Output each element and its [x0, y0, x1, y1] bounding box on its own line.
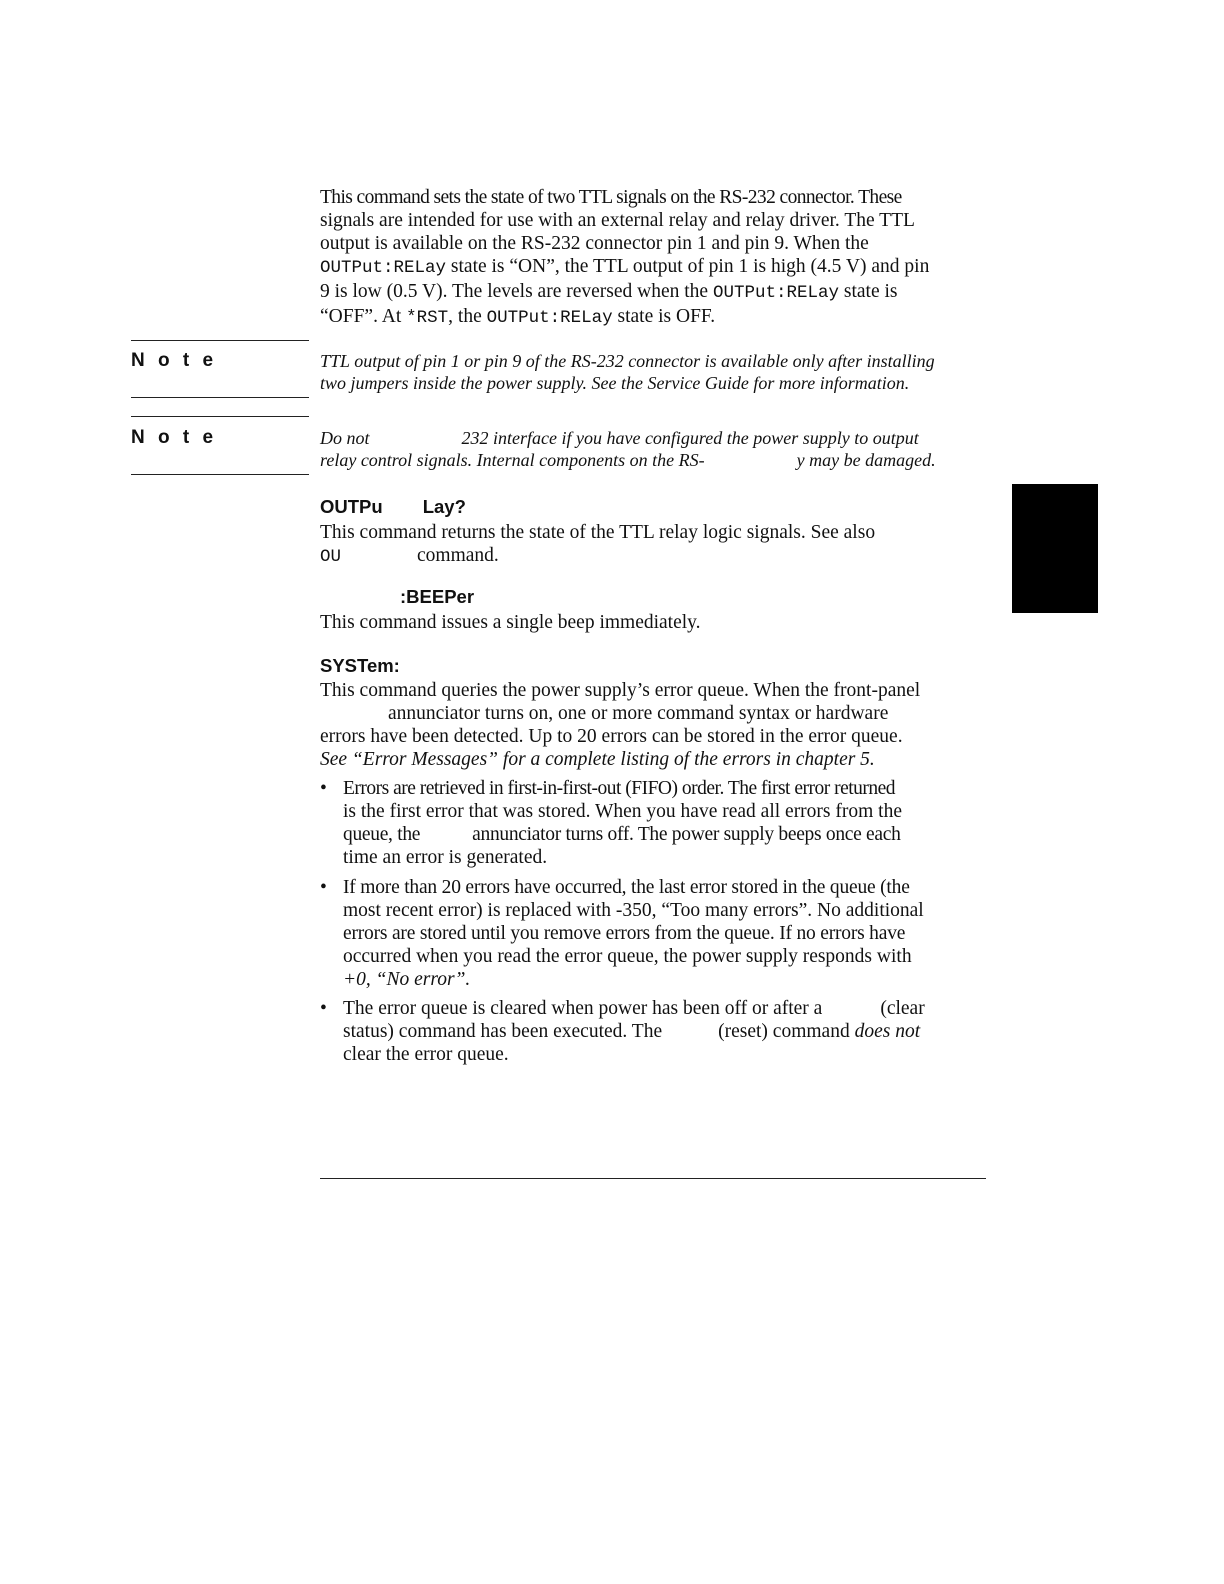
- note2-line-2-b: y may be damaged.: [796, 450, 936, 470]
- footer-rule: [320, 1178, 986, 1179]
- note2-line-2: [320, 449, 990, 471]
- note1-label: N o t e: [131, 350, 218, 371]
- intro-line-5-b: state is: [838, 281, 898, 302]
- bullet-icon: •: [320, 877, 327, 898]
- bullet-item-overflow: [320, 876, 982, 991]
- intro-line-6-a: “OFF”. At: [320, 306, 407, 327]
- note1-text: [320, 350, 990, 394]
- bullet-item-clear: [320, 997, 982, 1066]
- intro-paragraph: [320, 186, 990, 330]
- bullet3-line-1-b: (clear: [880, 998, 925, 1019]
- bullet2-line-1: If more than 20 errors have occurred, the last error stored in the queue (the: [343, 877, 910, 898]
- bullet3-line-2-b: (reset) command: [718, 1021, 850, 1042]
- note2-line-1-b: 232 interface if you have configured the power supply to output: [461, 428, 919, 448]
- bullet1-line-1: Errors are retrieved in first-in-first-out (FIFO) order. The first error returned: [343, 778, 896, 799]
- relay-query-heading: [320, 496, 466, 518]
- bullet1-line-3-b: annunciator turns off. The power supply beeps once each: [472, 824, 901, 845]
- command-output-relay: OUTPut:RELay: [712, 283, 839, 303]
- intro-line-5-a: 9 is low (0.5 V). The levels are reversed when the: [320, 281, 713, 302]
- relay-query-heading-b: Lay?: [422, 496, 466, 517]
- intro-line-2: signals are intended for use with an external relay and relay driver. The TTL: [320, 210, 915, 231]
- error-line-1: This command queries the power supply’s error queue. When the front-panel: [320, 680, 921, 701]
- bullet-icon: •: [320, 998, 327, 1019]
- error-heading: SYSTem:: [320, 655, 400, 676]
- intro-line-6-c: state is OFF.: [612, 306, 716, 327]
- command-rst: *RST: [406, 308, 449, 328]
- error-paragraph: [320, 679, 990, 771]
- error-line-4: See “Error Messages” for a complete listing of the errors in chapter 5.: [320, 749, 875, 770]
- note1-top-rule: [131, 340, 309, 341]
- note2-top-rule: [131, 416, 309, 417]
- note2-line-1: [320, 427, 990, 449]
- error-line-3: errors have been detected. Up to 20 errors can be stored in the error queue.: [320, 726, 903, 747]
- intro-line-4-text: state is “ON”, the TTL output of pin 1 is high (4.5 V) and pin: [446, 256, 930, 277]
- bullet3-line-2: [343, 1020, 982, 1043]
- bullet2-line-5: +0, “No error”.: [343, 969, 471, 990]
- command-output-relay-partial: OU: [320, 547, 342, 567]
- bullet2-line-4: occurred when you read the error queue, the power supply responds with: [343, 946, 912, 967]
- relay-query-line-2-rest: command.: [417, 545, 499, 566]
- bullet3-line-2-a: status) command has been executed. The: [343, 1021, 663, 1042]
- bullet-icon: •: [320, 778, 327, 799]
- beeper-line-1: This command issues a single beep immediately.: [320, 612, 701, 633]
- bullet3-line-1-a: The error queue is cleared when power has been off or after a: [343, 998, 823, 1019]
- bullet3-line-2-c: does not: [854, 1021, 921, 1042]
- error-line-2: annunciator turns on, one or more command syntax or hardware: [388, 703, 889, 724]
- bullet3-line-3: clear the error queue.: [343, 1044, 509, 1065]
- relay-query-line-1: This command returns the state of the TTL relay logic signals. See also: [320, 522, 876, 543]
- intro-line-4: [320, 255, 990, 280]
- note1-bottom-rule: [131, 397, 309, 398]
- note1-line-1: TTL output of pin 1 or pin 9 of the RS-232 connector is available only after installing: [320, 351, 935, 371]
- intro-line-3: output is available on the RS-232 connector pin 1 and pin 9. When the: [320, 233, 869, 254]
- note2-label: N o t e: [131, 427, 218, 448]
- relay-query-heading-a: OUTPu: [320, 496, 383, 517]
- bullet-item-fifo: [320, 777, 982, 869]
- relay-query-paragraph: [320, 521, 990, 569]
- bullet2-line-3: errors are stored until you remove errors from the queue. If no errors have: [343, 923, 906, 944]
- chapter-tab: [1012, 484, 1098, 613]
- bullet1-line-3-a: queue, the: [343, 824, 421, 845]
- note1-line-2: two jumpers inside the power supply. See the Service Guide for more information.: [320, 373, 910, 393]
- note2-bottom-rule: [131, 474, 309, 475]
- command-output-relay: OUTPut:RELay: [486, 308, 613, 328]
- bullet3-line-1: [343, 997, 982, 1020]
- intro-line-5: [320, 280, 990, 305]
- relay-query-line-2: [320, 544, 990, 569]
- bullet1-line-2: is the first error that was stored. When you have read all errors from the: [343, 801, 902, 822]
- bullet1-line-3: [343, 823, 982, 846]
- intro-line-6: [320, 305, 990, 330]
- bullet2-line-2: most recent error) is replaced with -350, “Too many errors”. No additional: [343, 900, 924, 921]
- intro-line-6-b: , the: [448, 306, 487, 327]
- note2-text: [320, 427, 990, 471]
- intro-line-1: This command sets the state of two TTL signals on the RS-232 connector. These: [320, 187, 902, 208]
- beeper-heading: :BEEPer: [400, 586, 475, 607]
- note2-line-2-a: relay control signals. Internal components on the RS-: [320, 450, 705, 470]
- note2-line-1-a: Do not: [320, 428, 370, 448]
- bullet1-line-4: time an error is generated.: [343, 847, 548, 868]
- command-output-relay: OUTPut:RELay: [320, 258, 447, 278]
